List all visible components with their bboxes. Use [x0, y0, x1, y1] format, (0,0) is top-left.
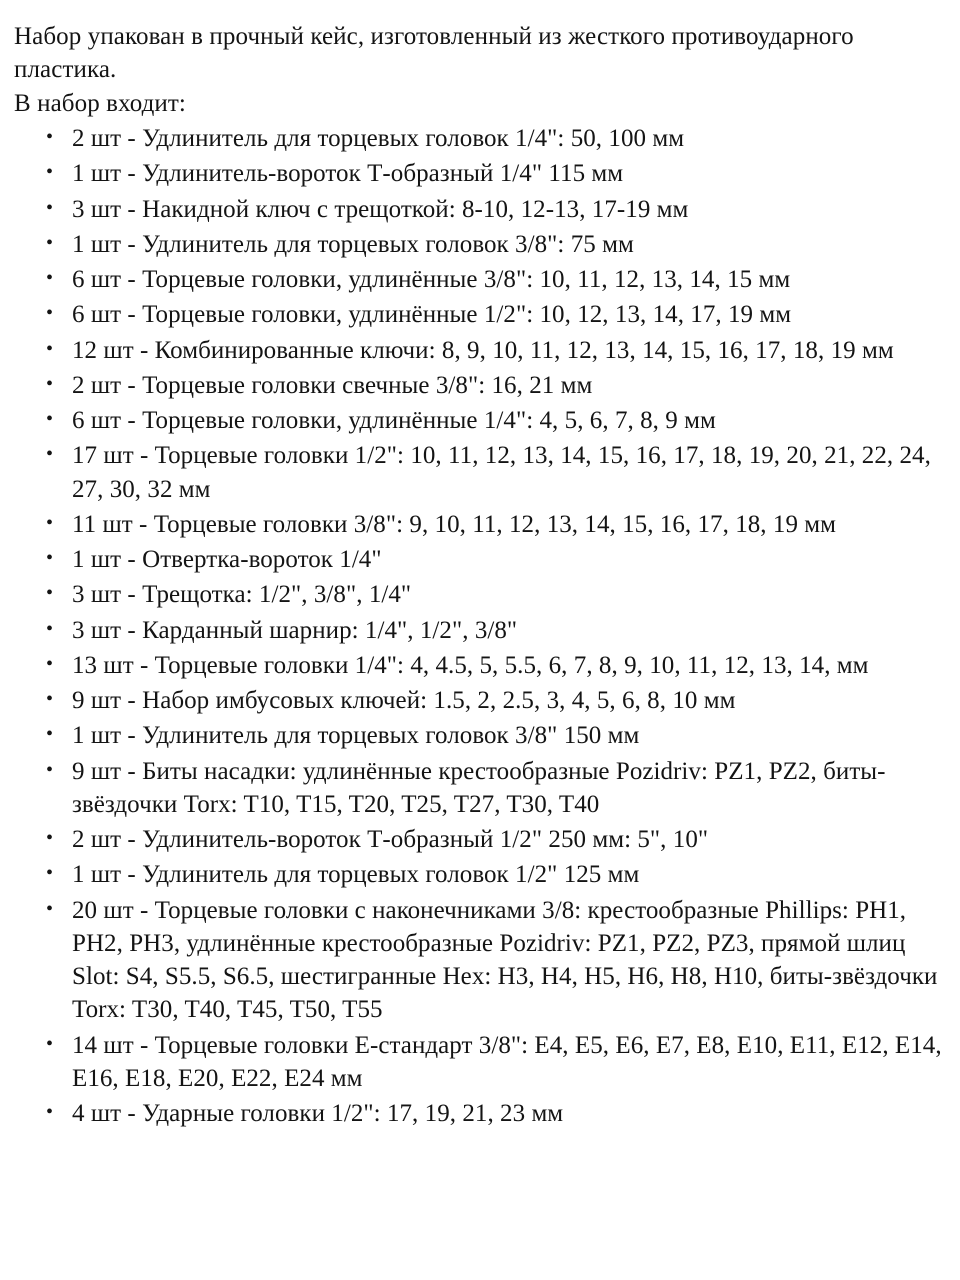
list-item: • 9 шт - Биты насадки: удлинённые крестообразные Pozidriv: PZ1, PZ2, биты-звёздочки Torx: T10, T15, T20, T25, T27, T30, T40: [14, 755, 946, 822]
list-item: • 1 шт - Удлинитель-вороток Т-образный 1/4" 115 мм: [14, 157, 946, 190]
list-item: • 2 шт - Торцевые головки свечные 3/8": 16, 21 мм: [14, 369, 946, 402]
list-item: • 6 шт - Торцевые головки, удлинённые 1/2": 10, 12, 13, 14, 17, 19 мм: [14, 298, 946, 331]
list-item: • 9 шт - Набор имбусовых ключей: 1.5, 2, 2.5, 3, 4, 5, 6, 8, 10 мм: [14, 684, 946, 717]
list-item: • 3 шт - Накидной ключ с трещоткой: 8-10, 12-13, 17-19 мм: [14, 193, 946, 226]
list-item: • 3 шт - Трещотка: 1/2", 3/8", 1/4": [14, 578, 946, 611]
list-item: • 1 шт - Удлинитель для торцевых головок 3/8": 75 мм: [14, 228, 946, 261]
list-item: • 1 шт - Удлинитель для торцевых головок 1/2" 125 мм: [14, 858, 946, 891]
list-item: • 1 шт - Отвертка-вороток 1/4": [14, 543, 946, 576]
list-item: • 14 шт - Торцевые головки Е-стандарт 3/8": E4, E5, E6, E7, E8, E10, E11, E12, E14, E16, E18, E20, E22, E24 мм: [14, 1029, 946, 1096]
list-item: • 12 шт - Комбинированные ключи: 8, 9, 10, 11, 12, 13, 14, 15, 16, 17, 18, 19 мм: [14, 334, 946, 367]
list-item: • 20 шт - Торцевые головки с наконечниками 3/8: крестообразные Phillips: PH1, PH2, PH3, удлинённые крестообразные Pozidriv: PZ1, PZ2, PZ3, прямой шлиц Slot: S4, S5.5, S6.5, шестигранные Hex: H3, H4, H5, H6, H8, H10, биты-звёздочки Torx: T30, T40, T45, T50, T55: [14, 894, 946, 1027]
list-item: • 11 шт - Торцевые головки 3/8": 9, 10, 11, 12, 13, 14, 15, 16, 17, 18, 19 мм: [14, 508, 946, 541]
list-item: • 17 шт - Торцевые головки 1/2": 10, 11, 12, 13, 14, 15, 16, 17, 18, 19, 20, 21, 22, 24, 27, 30, 32 мм: [14, 439, 946, 506]
list-heading: В набор входит:: [14, 90, 186, 117]
list-item: • 6 шт - Торцевые головки, удлинённые 3/8": 10, 11, 12, 13, 14, 15 мм: [14, 263, 946, 296]
contents-list: [14, 122, 946, 1130]
list-item: • 6 шт - Торцевые головки, удлинённые 1/4": 4, 5, 6, 7, 8, 9 мм: [14, 404, 946, 437]
list-item: • 3 шт - Карданный шарнир: 1/4", 1/2", 3/8": [14, 614, 946, 647]
list-item: • 2 шт - Удлинитель для торцевых головок 1/4": 50, 100 мм: [14, 122, 946, 155]
list-item: • 4 шт - Ударные головки 1/2": 17, 19, 21, 23 мм: [14, 1097, 946, 1130]
list-item: • 1 шт - Удлинитель для торцевых головок 3/8" 150 мм: [14, 719, 946, 752]
list-item: • 13 шт - Торцевые головки 1/4": 4, 4.5, 5, 5.5, 6, 7, 8, 9, 10, 11, 12, 13, 14, мм: [14, 649, 946, 682]
intro-block: [14, 20, 946, 120]
intro-paragraph: Набор упакован в прочный кейс, изготовленный из жесткого противоударного пластика.: [14, 23, 854, 83]
list-item: • 2 шт - Удлинитель-вороток Т-образный 1/2" 250 мм: 5", 10": [14, 823, 946, 856]
